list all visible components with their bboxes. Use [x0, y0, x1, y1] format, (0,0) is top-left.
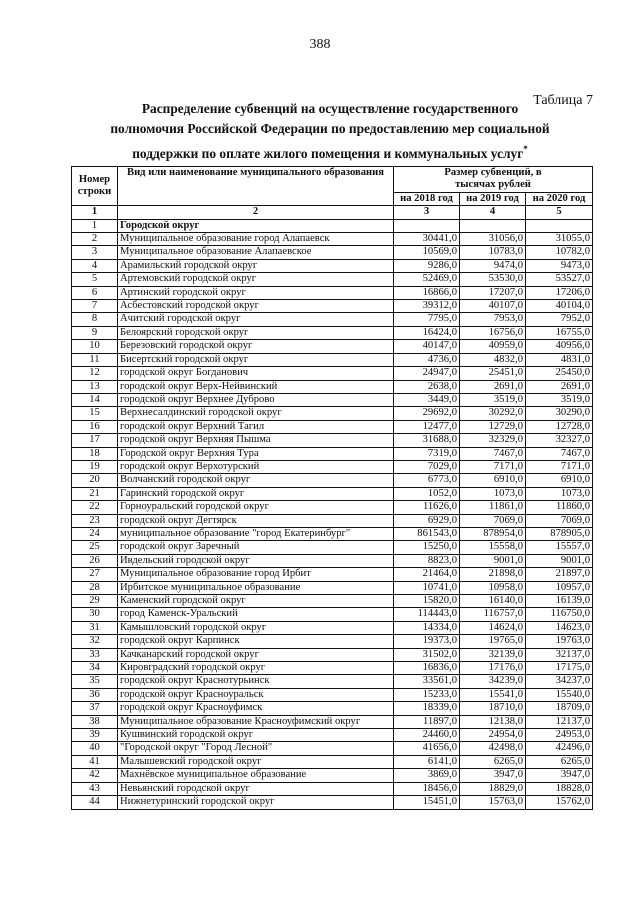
- value-2018-cell: 41656,0: [394, 742, 460, 755]
- table-row: [72, 367, 593, 380]
- municipality-cell: Волчанский городской округ: [118, 474, 394, 487]
- table-row: [72, 608, 593, 621]
- table-row: [72, 326, 593, 339]
- table-row: [72, 742, 593, 755]
- table-row: [72, 796, 593, 809]
- table-row: [72, 755, 593, 768]
- value-2018-cell: 18339,0: [394, 702, 460, 715]
- value-2018-cell: 7795,0: [394, 313, 460, 326]
- header-subsidy-size: Размер субвенций, в тысячах рублей: [394, 167, 593, 193]
- municipality-cell: Городской округ Верхняя Тура: [118, 447, 394, 460]
- title-line: полномочия Российской Федерации по предоставлению мер социальной: [110, 121, 550, 136]
- page-number: 388: [309, 37, 331, 52]
- municipality-cell: Городской округ: [118, 219, 394, 232]
- table-row: [72, 635, 593, 648]
- row-number-cell: 19: [72, 460, 118, 473]
- row-number-cell: 43: [72, 782, 118, 795]
- municipality-cell: Артемовский городской округ: [118, 273, 394, 286]
- value-2018-cell: 3869,0: [394, 769, 460, 782]
- row-number-cell: 6: [72, 286, 118, 299]
- value-2019-cell: 32329,0: [460, 434, 526, 447]
- value-2018-cell: 33561,0: [394, 675, 460, 688]
- table-row: [72, 568, 593, 581]
- value-2020-cell: 53527,0: [526, 273, 593, 286]
- value-2018-cell: 31502,0: [394, 648, 460, 661]
- value-2020-cell: 15557,0: [526, 541, 593, 554]
- value-2019-cell: 12729,0: [460, 420, 526, 433]
- municipality-cell: городской округ Верхотурский: [118, 460, 394, 473]
- value-2019-cell: 53530,0: [460, 273, 526, 286]
- value-2020-cell: 19763,0: [526, 635, 593, 648]
- value-2018-cell: 861543,0: [394, 527, 460, 540]
- row-number-cell: 16: [72, 420, 118, 433]
- row-number-cell: 11: [72, 353, 118, 366]
- footnote-mark: *: [523, 144, 528, 154]
- municipality-cell: Муниципальное образование Красноуфимский округ: [118, 715, 394, 728]
- value-2018-cell: 1052,0: [394, 487, 460, 500]
- value-2020-cell: 15540,0: [526, 688, 593, 701]
- value-2018-cell: 7029,0: [394, 460, 460, 473]
- value-2018-cell: 114443,0: [394, 608, 460, 621]
- header-municipality: Вид или наименование муниципального образования: [118, 167, 394, 206]
- municipality-cell: Махнёвское муниципальное образование: [118, 769, 394, 782]
- table-row: [72, 407, 593, 420]
- value-2019-cell: 25451,0: [460, 367, 526, 380]
- table-row: [72, 233, 593, 246]
- column-index: 4: [460, 206, 526, 219]
- value-2019-cell: 18829,0: [460, 782, 526, 795]
- value-2020-cell: 17175,0: [526, 662, 593, 675]
- value-2020-cell: 30290,0: [526, 407, 593, 420]
- value-2019-cell: 15558,0: [460, 541, 526, 554]
- value-2020-cell: 32137,0: [526, 648, 593, 661]
- value-2018-cell: 15250,0: [394, 541, 460, 554]
- value-2018-cell: 16866,0: [394, 286, 460, 299]
- municipality-cell: Бисертский городской округ: [118, 353, 394, 366]
- table-row: [72, 782, 593, 795]
- row-number-cell: 33: [72, 648, 118, 661]
- value-2020-cell: 10782,0: [526, 246, 593, 259]
- value-2019-cell: 7171,0: [460, 460, 526, 473]
- value-2020-cell: 32327,0: [526, 434, 593, 447]
- table-row: [72, 273, 593, 286]
- value-2020-cell: 17206,0: [526, 286, 593, 299]
- table-row: [72, 675, 593, 688]
- value-2020-cell: 16755,0: [526, 326, 593, 339]
- value-2018-cell: 24460,0: [394, 729, 460, 742]
- value-2020-cell: 10957,0: [526, 581, 593, 594]
- municipality-cell: Ивдельский городской округ: [118, 554, 394, 567]
- value-2020-cell: 12728,0: [526, 420, 593, 433]
- value-2020-cell: 40104,0: [526, 300, 593, 313]
- value-2020-cell: 878905,0: [526, 527, 593, 540]
- value-2019-cell: 116757,0: [460, 608, 526, 621]
- value-2018-cell: 52469,0: [394, 273, 460, 286]
- value-2020-cell: 12137,0: [526, 715, 593, 728]
- value-2019-cell: 12138,0: [460, 715, 526, 728]
- row-number-cell: 3: [72, 246, 118, 259]
- table-row: [72, 769, 593, 782]
- municipality-cell: Муниципальное образование Алапаевское: [118, 246, 394, 259]
- value-2019-cell: 2691,0: [460, 380, 526, 393]
- row-number-cell: 28: [72, 581, 118, 594]
- value-2018-cell: 9286,0: [394, 259, 460, 272]
- table-label: Таблица 7: [533, 93, 593, 108]
- table-row: [72, 259, 593, 272]
- value-2018-cell: 6929,0: [394, 514, 460, 527]
- value-2020-cell: 16139,0: [526, 595, 593, 608]
- header-2019: на 2019 год: [460, 192, 526, 205]
- municipality-cell: Ачитский городской округ: [118, 313, 394, 326]
- value-2019-cell: 40107,0: [460, 300, 526, 313]
- value-2018-cell: 10569,0: [394, 246, 460, 259]
- value-2020-cell: 42496,0: [526, 742, 593, 755]
- subsidy-table: [71, 166, 593, 810]
- municipality-cell: Березовский городской округ: [118, 340, 394, 353]
- value-2019-cell: 11861,0: [460, 501, 526, 514]
- value-2020-cell: 15762,0: [526, 796, 593, 809]
- table-row: [72, 420, 593, 433]
- value-2018-cell: 29692,0: [394, 407, 460, 420]
- table-row: [72, 702, 593, 715]
- municipality-cell: Муниципальное образование город Алапаевск: [118, 233, 394, 246]
- row-number-cell: 44: [72, 796, 118, 809]
- value-2018-cell: 6773,0: [394, 474, 460, 487]
- table-row: [72, 514, 593, 527]
- value-2019-cell: 40959,0: [460, 340, 526, 353]
- value-2020-cell: 4831,0: [526, 353, 593, 366]
- value-2019-cell: 15763,0: [460, 796, 526, 809]
- value-2019-cell: 10958,0: [460, 581, 526, 594]
- value-2020-cell: 9001,0: [526, 554, 593, 567]
- value-2018-cell: 16836,0: [394, 662, 460, 675]
- row-number-cell: 20: [72, 474, 118, 487]
- value-2019-cell: [460, 219, 526, 232]
- value-2020-cell: 40956,0: [526, 340, 593, 353]
- value-2018-cell: 18456,0: [394, 782, 460, 795]
- value-2018-cell: 11897,0: [394, 715, 460, 728]
- table-row: [72, 447, 593, 460]
- table-row: [72, 353, 593, 366]
- municipality-cell: городской округ Красноуфимск: [118, 702, 394, 715]
- table-body: [72, 219, 593, 809]
- value-2020-cell: 9473,0: [526, 259, 593, 272]
- municipality-cell: Горноуральский городской округ: [118, 501, 394, 514]
- value-2020-cell: 6265,0: [526, 755, 593, 768]
- municipality-cell: Ирбитское муниципальное образование: [118, 581, 394, 594]
- column-index: 2: [118, 206, 394, 219]
- table-row: [72, 474, 593, 487]
- value-2020-cell: 7467,0: [526, 447, 593, 460]
- municipality-cell: Качканарский городской округ: [118, 648, 394, 661]
- municipality-cell: Кушвинский городской округ: [118, 729, 394, 742]
- municipality-cell: Камышловский городской округ: [118, 621, 394, 634]
- municipality-cell: городской округ Краснотурьинск: [118, 675, 394, 688]
- municipality-cell: муниципальное образование "город Екатеринбург": [118, 527, 394, 540]
- table-row: [72, 581, 593, 594]
- table-row: [72, 554, 593, 567]
- municipality-cell: город Каменск-Уральский: [118, 608, 394, 621]
- value-2019-cell: 34239,0: [460, 675, 526, 688]
- value-2020-cell: 34237,0: [526, 675, 593, 688]
- row-number-cell: 22: [72, 501, 118, 514]
- municipality-cell: городской округ Верх-Нейвинский: [118, 380, 394, 393]
- value-2018-cell: 14334,0: [394, 621, 460, 634]
- column-index: 1: [72, 206, 118, 219]
- value-2019-cell: 17207,0: [460, 286, 526, 299]
- value-2018-cell: 11626,0: [394, 501, 460, 514]
- municipality-cell: Муниципальное образование город Ирбит: [118, 568, 394, 581]
- row-number-cell: 1: [72, 219, 118, 232]
- municipality-cell: городской округ Верхняя Пышма: [118, 434, 394, 447]
- table-row: [72, 541, 593, 554]
- row-number-cell: 12: [72, 367, 118, 380]
- value-2019-cell: 15541,0: [460, 688, 526, 701]
- value-2018-cell: 15820,0: [394, 595, 460, 608]
- header-2018: на 2018 год: [394, 192, 460, 205]
- value-2018-cell: 10741,0: [394, 581, 460, 594]
- value-2019-cell: 10783,0: [460, 246, 526, 259]
- municipality-cell: "Городской округ "Город Лесной": [118, 742, 394, 755]
- value-2019-cell: 32139,0: [460, 648, 526, 661]
- header-row-number: Номер строки: [72, 167, 118, 206]
- value-2020-cell: 1073,0: [526, 487, 593, 500]
- row-number-cell: 23: [72, 514, 118, 527]
- row-number-cell: 4: [72, 259, 118, 272]
- value-2020-cell: 3519,0: [526, 393, 593, 406]
- value-2019-cell: 21898,0: [460, 568, 526, 581]
- table-row: [72, 286, 593, 299]
- row-number-cell: 2: [72, 233, 118, 246]
- municipality-cell: Каменский городской округ: [118, 595, 394, 608]
- row-number-cell: 9: [72, 326, 118, 339]
- value-2019-cell: 7069,0: [460, 514, 526, 527]
- municipality-cell: Невьянский городской округ: [118, 782, 394, 795]
- value-2019-cell: 42498,0: [460, 742, 526, 755]
- row-number-cell: 26: [72, 554, 118, 567]
- municipality-cell: городской округ Красноуральск: [118, 688, 394, 701]
- value-2020-cell: 6910,0: [526, 474, 593, 487]
- row-number-cell: 15: [72, 407, 118, 420]
- value-2020-cell: 18828,0: [526, 782, 593, 795]
- header-2020: на 2020 год: [526, 192, 593, 205]
- value-2019-cell: 3947,0: [460, 769, 526, 782]
- value-2020-cell: 7171,0: [526, 460, 593, 473]
- row-number-cell: 32: [72, 635, 118, 648]
- municipality-cell: городской округ Карпинск: [118, 635, 394, 648]
- row-number-cell: 36: [72, 688, 118, 701]
- row-number-cell: 29: [72, 595, 118, 608]
- title-line: [100, 139, 560, 164]
- municipality-cell: городской округ Дегтярск: [118, 514, 394, 527]
- municipality-cell: Верхнесалдинский городской округ: [118, 407, 394, 420]
- value-2019-cell: 24954,0: [460, 729, 526, 742]
- value-2019-cell: 14624,0: [460, 621, 526, 634]
- table-row: [72, 688, 593, 701]
- value-2018-cell: 40147,0: [394, 340, 460, 353]
- municipality-cell: городской округ Верхний Тагил: [118, 420, 394, 433]
- row-number-cell: 41: [72, 755, 118, 768]
- document-title: [100, 99, 560, 164]
- table-row: [72, 648, 593, 661]
- value-2019-cell: 9474,0: [460, 259, 526, 272]
- row-number-cell: 37: [72, 702, 118, 715]
- value-2019-cell: 16756,0: [460, 326, 526, 339]
- value-2020-cell: 21897,0: [526, 568, 593, 581]
- table-row: [72, 621, 593, 634]
- table-row: [72, 715, 593, 728]
- value-2019-cell: 3519,0: [460, 393, 526, 406]
- table-row: [72, 313, 593, 326]
- municipality-cell: Кировградский городской округ: [118, 662, 394, 675]
- value-2020-cell: 14623,0: [526, 621, 593, 634]
- row-number-cell: 18: [72, 447, 118, 460]
- row-number-cell: 34: [72, 662, 118, 675]
- title-line-text: поддержки по оплате жилого помещения и коммунальных услуг: [132, 146, 524, 161]
- value-2018-cell: 2638,0: [394, 380, 460, 393]
- row-number-cell: 7: [72, 300, 118, 313]
- value-2018-cell: 24947,0: [394, 367, 460, 380]
- value-2018-cell: 3449,0: [394, 393, 460, 406]
- row-number-cell: 8: [72, 313, 118, 326]
- row-number-cell: 21: [72, 487, 118, 500]
- table-row: [72, 662, 593, 675]
- table-row: [72, 487, 593, 500]
- row-number-cell: 39: [72, 729, 118, 742]
- title-line: Распределение субвенций на осуществление государственного: [141, 101, 519, 116]
- value-2018-cell: 21464,0: [394, 568, 460, 581]
- value-2018-cell: 7319,0: [394, 447, 460, 460]
- municipality-cell: Белоярский городской округ: [118, 326, 394, 339]
- value-2018-cell: 12477,0: [394, 420, 460, 433]
- table-row: [72, 219, 593, 232]
- table-row: [72, 434, 593, 447]
- municipality-cell: городской округ Верхнее Дуброво: [118, 393, 394, 406]
- value-2020-cell: 3947,0: [526, 769, 593, 782]
- table-row: [72, 595, 593, 608]
- row-number-cell: 42: [72, 769, 118, 782]
- municipality-cell: городской округ Богданович: [118, 367, 394, 380]
- value-2018-cell: 15451,0: [394, 796, 460, 809]
- municipality-cell: Нижнетуринский городской округ: [118, 796, 394, 809]
- table-row: [72, 393, 593, 406]
- column-index: 5: [526, 206, 593, 219]
- row-number-cell: 40: [72, 742, 118, 755]
- value-2019-cell: 878954,0: [460, 527, 526, 540]
- municipality-cell: Артинский городской округ: [118, 286, 394, 299]
- row-number-cell: 35: [72, 675, 118, 688]
- municipality-cell: Асбестовский городской округ: [118, 300, 394, 313]
- value-2019-cell: 18710,0: [460, 702, 526, 715]
- value-2019-cell: 6265,0: [460, 755, 526, 768]
- table-row: [72, 300, 593, 313]
- row-number-cell: 13: [72, 380, 118, 393]
- value-2019-cell: 19765,0: [460, 635, 526, 648]
- value-2019-cell: 1073,0: [460, 487, 526, 500]
- value-2019-cell: 9001,0: [460, 554, 526, 567]
- value-2020-cell: 116750,0: [526, 608, 593, 621]
- value-2019-cell: 7467,0: [460, 447, 526, 460]
- value-2020-cell: [526, 219, 593, 232]
- value-2019-cell: 16140,0: [460, 595, 526, 608]
- value-2019-cell: 30292,0: [460, 407, 526, 420]
- value-2020-cell: 18709,0: [526, 702, 593, 715]
- value-2019-cell: 4832,0: [460, 353, 526, 366]
- value-2018-cell: 19373,0: [394, 635, 460, 648]
- row-number-cell: 38: [72, 715, 118, 728]
- value-2018-cell: 4736,0: [394, 353, 460, 366]
- value-2020-cell: 25450,0: [526, 367, 593, 380]
- row-number-cell: 30: [72, 608, 118, 621]
- municipality-cell: Гаринский городской округ: [118, 487, 394, 500]
- value-2018-cell: 30441,0: [394, 233, 460, 246]
- value-2018-cell: [394, 219, 460, 232]
- value-2018-cell: 6141,0: [394, 755, 460, 768]
- value-2019-cell: 17176,0: [460, 662, 526, 675]
- value-2019-cell: 6910,0: [460, 474, 526, 487]
- table-row: [72, 501, 593, 514]
- value-2020-cell: 24953,0: [526, 729, 593, 742]
- value-2018-cell: 16424,0: [394, 326, 460, 339]
- row-number-cell: 10: [72, 340, 118, 353]
- table-row: [72, 380, 593, 393]
- value-2019-cell: 31056,0: [460, 233, 526, 246]
- row-number-cell: 24: [72, 527, 118, 540]
- table-row: [72, 340, 593, 353]
- value-2019-cell: 7953,0: [460, 313, 526, 326]
- municipality-cell: Арамильский городской округ: [118, 259, 394, 272]
- value-2020-cell: 7069,0: [526, 514, 593, 527]
- table-row: [72, 729, 593, 742]
- value-2020-cell: 31055,0: [526, 233, 593, 246]
- value-2018-cell: 8823,0: [394, 554, 460, 567]
- column-index: 3: [394, 206, 460, 219]
- row-number-cell: 5: [72, 273, 118, 286]
- row-number-cell: 27: [72, 568, 118, 581]
- value-2018-cell: 39312,0: [394, 300, 460, 313]
- row-number-cell: 14: [72, 393, 118, 406]
- row-number-cell: 17: [72, 434, 118, 447]
- municipality-cell: Малышевский городской округ: [118, 755, 394, 768]
- table-row: [72, 527, 593, 540]
- table-row: [72, 460, 593, 473]
- municipality-cell: городской округ Заречный: [118, 541, 394, 554]
- row-number-cell: 31: [72, 621, 118, 634]
- value-2020-cell: 7952,0: [526, 313, 593, 326]
- value-2020-cell: 2691,0: [526, 380, 593, 393]
- table-row: [72, 246, 593, 259]
- value-2020-cell: 11860,0: [526, 501, 593, 514]
- row-number-cell: 25: [72, 541, 118, 554]
- value-2018-cell: 15233,0: [394, 688, 460, 701]
- value-2018-cell: 31688,0: [394, 434, 460, 447]
